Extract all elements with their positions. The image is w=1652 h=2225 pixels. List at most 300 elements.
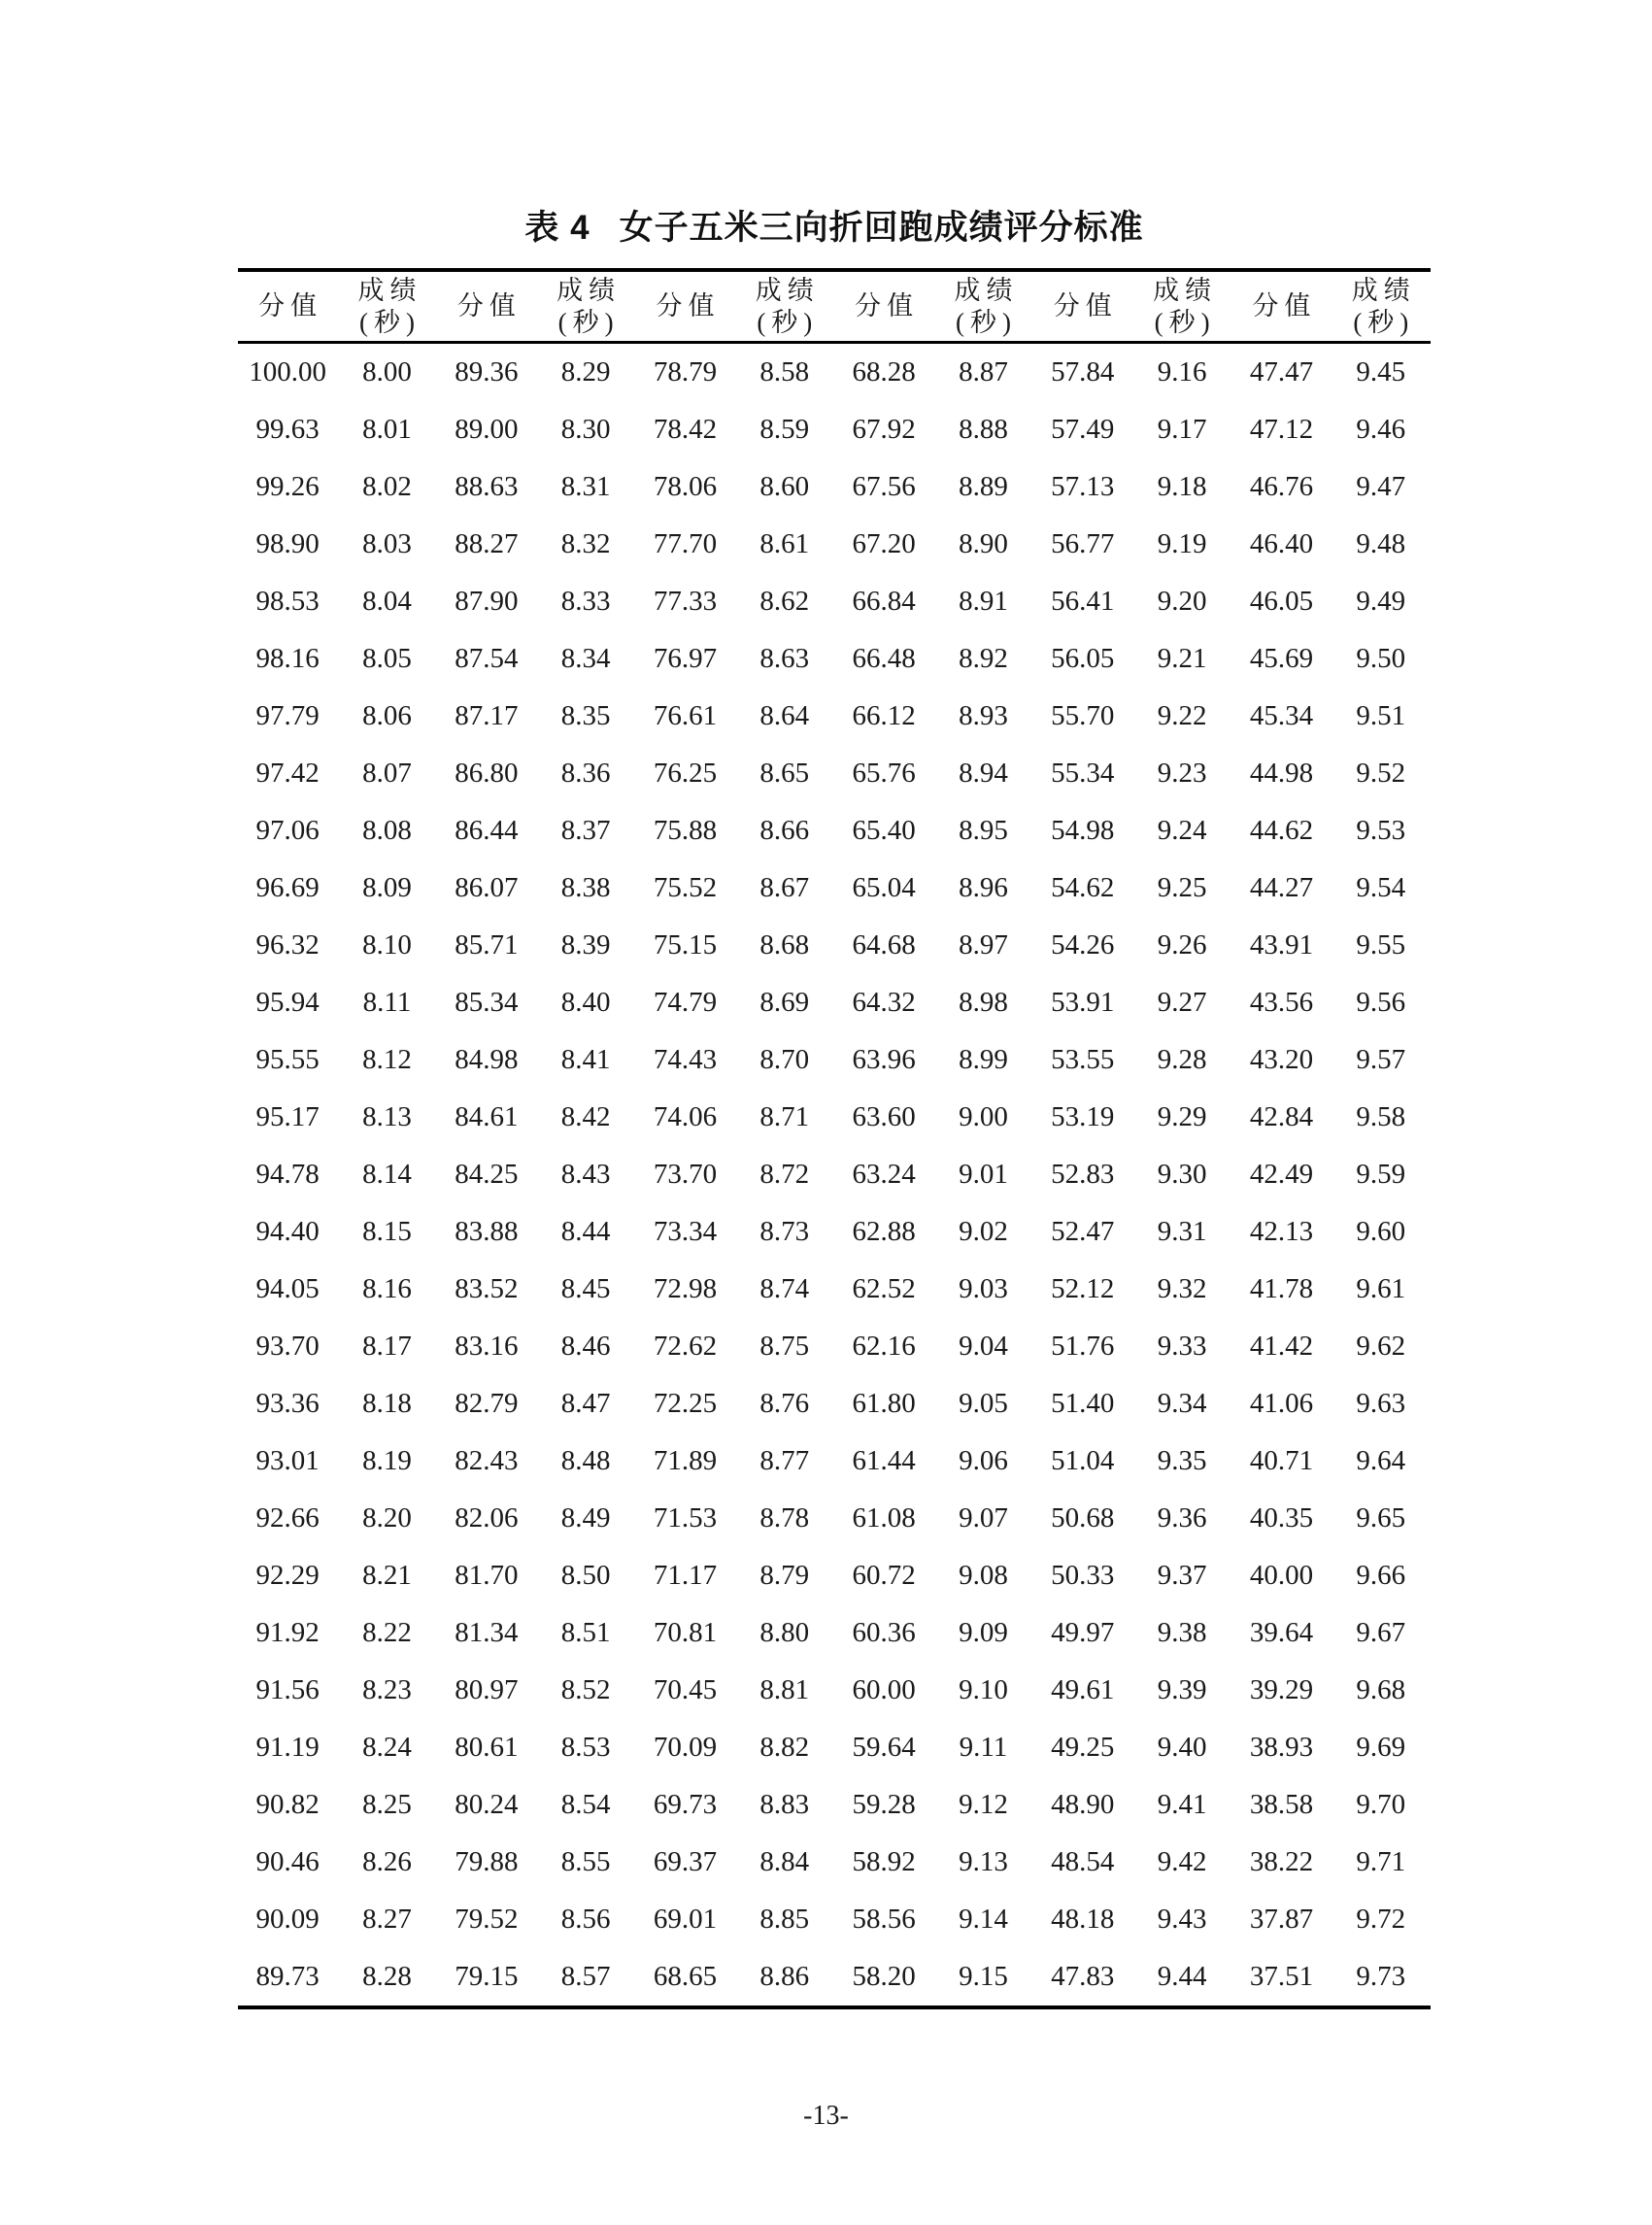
time-cell: 8.16 (362, 1273, 412, 1304)
score-cell: 89.36 (455, 356, 519, 388)
table-row (238, 688, 1431, 745)
score-cell: 71.89 (653, 1445, 718, 1476)
score-cell: 43.20 (1249, 1044, 1314, 1075)
time-cell: 8.21 (362, 1560, 412, 1591)
score-cell: 56.05 (1051, 643, 1115, 674)
time-cell: 9.64 (1356, 1445, 1406, 1476)
score-cell: 86.44 (455, 815, 519, 846)
score-cell: 95.17 (255, 1101, 320, 1132)
score-cell: 56.41 (1051, 586, 1115, 617)
table-row (238, 630, 1431, 688)
score-cell: 48.54 (1051, 1846, 1115, 1877)
time-cell: 9.22 (1157, 700, 1207, 731)
header-cell-score (437, 270, 536, 343)
score-cell: 80.97 (455, 1674, 519, 1705)
score-cell: 83.52 (455, 1273, 519, 1304)
time-cell: 8.03 (362, 528, 412, 559)
table-row (238, 1490, 1431, 1547)
header-label: 成绩 (1351, 275, 1416, 305)
time-cell: 8.91 (959, 586, 1008, 617)
time-cell: 8.13 (362, 1101, 412, 1132)
time-cell: 8.14 (362, 1159, 412, 1190)
score-cell: 67.20 (852, 528, 916, 559)
time-cell: 9.27 (1157, 987, 1207, 1018)
score-cell: 81.34 (455, 1617, 519, 1648)
header-label: 分值 (656, 291, 721, 320)
score-cell: 41.42 (1249, 1331, 1314, 1362)
header-unit: (秒) (757, 307, 819, 337)
score-cell: 96.69 (255, 872, 320, 903)
score-cell: 38.22 (1249, 1846, 1314, 1877)
time-cell: 8.20 (362, 1502, 412, 1534)
score-cell: 53.91 (1051, 987, 1115, 1018)
time-cell: 8.86 (759, 1961, 810, 1992)
score-cell: 89.00 (455, 414, 519, 445)
time-cell: 8.45 (560, 1273, 611, 1304)
score-cell: 93.36 (255, 1388, 320, 1419)
page-number: -13- (803, 2101, 849, 2131)
time-cell: 8.43 (560, 1159, 611, 1190)
score-cell: 40.35 (1249, 1502, 1314, 1534)
score-cell: 69.01 (653, 1904, 718, 1935)
table-row (238, 343, 1431, 402)
table-row (238, 573, 1431, 630)
time-cell: 8.72 (759, 1159, 810, 1190)
time-cell: 8.84 (759, 1846, 810, 1877)
score-cell: 54.98 (1051, 815, 1115, 846)
time-cell: 8.59 (759, 414, 810, 445)
score-cell: 53.19 (1051, 1101, 1115, 1132)
time-cell: 9.36 (1157, 1502, 1207, 1534)
time-cell: 9.33 (1157, 1331, 1207, 1362)
score-cell: 74.79 (653, 987, 718, 1018)
time-cell: 8.54 (560, 1789, 611, 1820)
time-cell: 9.54 (1356, 872, 1406, 903)
table-row (238, 1604, 1431, 1662)
time-cell: 8.74 (759, 1273, 810, 1304)
score-cell: 70.45 (653, 1674, 718, 1705)
time-cell: 9.62 (1356, 1331, 1406, 1362)
score-cell: 87.54 (455, 643, 519, 674)
time-cell: 9.53 (1356, 815, 1406, 846)
score-cell: 75.52 (653, 872, 718, 903)
score-cell: 39.29 (1249, 1674, 1314, 1705)
score-cell: 96.32 (255, 929, 320, 961)
score-cell: 40.71 (1249, 1445, 1314, 1476)
time-cell: 8.39 (560, 929, 611, 961)
table-row (238, 458, 1431, 516)
score-cell: 57.13 (1051, 471, 1115, 502)
score-cell: 71.17 (653, 1560, 718, 1591)
time-cell: 8.41 (560, 1044, 611, 1075)
score-cell: 97.79 (255, 700, 320, 731)
time-cell: 8.50 (560, 1560, 611, 1591)
time-cell: 8.51 (560, 1617, 611, 1648)
header-label: 成绩 (556, 275, 622, 305)
header-label: 成绩 (954, 275, 1019, 305)
score-cell: 81.70 (455, 1560, 519, 1591)
header-cell-score (1033, 270, 1132, 343)
time-cell: 8.78 (759, 1502, 810, 1534)
table-row (238, 1662, 1431, 1719)
time-cell: 9.49 (1356, 586, 1406, 617)
time-cell: 9.16 (1157, 356, 1207, 388)
table-row (238, 1089, 1431, 1146)
time-cell: 8.98 (959, 987, 1008, 1018)
scoring-table (238, 268, 1431, 2009)
score-cell: 93.70 (255, 1331, 320, 1362)
table-head (238, 270, 1431, 343)
header-label: 成绩 (755, 275, 820, 305)
score-cell: 56.77 (1051, 528, 1115, 559)
time-cell: 9.44 (1157, 1961, 1207, 1992)
header-cell-time (536, 270, 635, 343)
table-row (238, 1261, 1431, 1318)
time-cell: 8.88 (959, 414, 1008, 445)
score-cell: 80.24 (455, 1789, 519, 1820)
score-cell: 73.70 (653, 1159, 718, 1190)
score-cell: 55.34 (1051, 758, 1115, 789)
score-cell: 52.47 (1051, 1216, 1115, 1247)
time-cell: 9.42 (1157, 1846, 1207, 1877)
time-cell: 8.25 (362, 1789, 412, 1820)
score-cell: 49.61 (1051, 1674, 1115, 1705)
score-cell: 80.61 (455, 1732, 519, 1763)
time-cell: 8.37 (560, 815, 611, 846)
time-cell: 9.28 (1157, 1044, 1207, 1075)
score-cell: 91.56 (255, 1674, 320, 1705)
time-cell: 9.13 (959, 1846, 1008, 1877)
score-cell: 58.56 (852, 1904, 916, 1935)
time-cell: 8.90 (959, 528, 1008, 559)
score-cell: 67.56 (852, 471, 916, 502)
score-cell: 94.78 (255, 1159, 320, 1190)
score-cell: 67.92 (852, 414, 916, 445)
score-cell: 57.84 (1051, 356, 1115, 388)
score-cell: 63.60 (852, 1101, 916, 1132)
score-cell: 87.90 (455, 586, 519, 617)
time-cell: 9.69 (1356, 1732, 1406, 1763)
time-cell: 9.32 (1157, 1273, 1207, 1304)
time-cell: 8.34 (560, 643, 611, 674)
score-cell: 82.79 (455, 1388, 519, 1419)
time-cell: 9.46 (1356, 414, 1406, 445)
time-cell: 8.95 (959, 815, 1008, 846)
score-cell: 37.87 (1249, 1904, 1314, 1935)
time-cell: 9.08 (959, 1560, 1008, 1591)
score-cell: 79.88 (455, 1846, 519, 1877)
score-cell: 51.04 (1051, 1445, 1115, 1476)
time-cell: 8.62 (759, 586, 810, 617)
score-cell: 54.26 (1051, 929, 1115, 961)
time-cell: 8.69 (759, 987, 810, 1018)
score-cell: 73.34 (653, 1216, 718, 1247)
score-cell: 66.12 (852, 700, 916, 731)
time-cell: 9.68 (1356, 1674, 1406, 1705)
score-cell: 63.96 (852, 1044, 916, 1075)
time-cell: 9.40 (1157, 1732, 1207, 1763)
score-cell: 74.43 (653, 1044, 718, 1075)
score-cell: 60.72 (852, 1560, 916, 1591)
time-cell: 8.33 (560, 586, 611, 617)
table-row (238, 1318, 1431, 1375)
page-content (238, 0, 1431, 2009)
score-cell: 79.15 (455, 1961, 519, 1992)
score-cell: 95.94 (255, 987, 320, 1018)
time-cell: 9.35 (1157, 1445, 1207, 1476)
time-cell: 8.38 (560, 872, 611, 903)
time-cell: 8.82 (759, 1732, 810, 1763)
time-cell: 8.55 (560, 1846, 611, 1877)
time-cell: 9.18 (1157, 471, 1207, 502)
time-cell: 9.04 (959, 1331, 1008, 1362)
score-cell: 94.40 (255, 1216, 320, 1247)
header-cell-time (933, 270, 1032, 343)
header-unit: (秒) (1154, 307, 1216, 337)
time-cell: 8.83 (759, 1789, 810, 1820)
score-cell: 90.82 (255, 1789, 320, 1820)
score-cell: 42.49 (1249, 1159, 1314, 1190)
score-cell: 98.90 (255, 528, 320, 559)
time-cell: 9.31 (1157, 1216, 1207, 1247)
time-cell: 9.26 (1157, 929, 1207, 961)
score-cell: 44.27 (1249, 872, 1314, 903)
score-cell: 60.36 (852, 1617, 916, 1648)
score-cell: 78.06 (653, 471, 718, 502)
table-title-text: 女子五米三向折回跑成绩评分标准 (619, 209, 1144, 247)
time-cell: 9.30 (1157, 1159, 1207, 1190)
score-cell: 60.00 (852, 1674, 916, 1705)
time-cell: 8.06 (362, 700, 412, 731)
header-cell-time (1332, 270, 1431, 343)
score-cell: 75.88 (653, 815, 718, 846)
time-cell: 8.76 (759, 1388, 810, 1419)
score-cell: 62.52 (852, 1273, 916, 1304)
score-cell: 97.42 (255, 758, 320, 789)
time-cell: 9.38 (1157, 1617, 1207, 1648)
time-cell: 9.72 (1356, 1904, 1406, 1935)
header-label: 成绩 (357, 275, 422, 305)
score-cell: 75.15 (653, 929, 718, 961)
score-cell: 46.05 (1249, 586, 1314, 617)
score-cell: 98.16 (255, 643, 320, 674)
score-cell: 48.90 (1051, 1789, 1115, 1820)
score-cell: 46.76 (1249, 471, 1314, 502)
header-cell-time (337, 270, 436, 343)
time-cell: 9.58 (1356, 1101, 1406, 1132)
score-cell: 48.18 (1051, 1904, 1115, 1935)
time-cell: 9.70 (1356, 1789, 1406, 1820)
score-cell: 62.88 (852, 1216, 916, 1247)
score-cell: 65.04 (852, 872, 916, 903)
time-cell: 8.42 (560, 1101, 611, 1132)
score-cell: 88.63 (455, 471, 519, 502)
header-unit: (秒) (1353, 307, 1415, 337)
score-cell: 50.68 (1051, 1502, 1115, 1534)
header-label: 分值 (456, 291, 522, 320)
score-cell: 46.40 (1249, 528, 1314, 559)
time-cell: 9.59 (1356, 1159, 1406, 1190)
time-cell: 8.75 (759, 1331, 810, 1362)
time-cell: 8.18 (362, 1388, 412, 1419)
table-row (238, 1203, 1431, 1261)
table-row (238, 1547, 1431, 1604)
time-cell: 9.21 (1157, 643, 1207, 674)
time-cell: 8.71 (759, 1101, 810, 1132)
time-cell: 8.67 (759, 872, 810, 903)
score-cell: 83.16 (455, 1331, 519, 1362)
time-cell: 8.36 (560, 758, 611, 789)
score-cell: 41.78 (1249, 1273, 1314, 1304)
time-cell: 8.73 (759, 1216, 810, 1247)
table-row (238, 1776, 1431, 1834)
score-cell: 53.55 (1051, 1044, 1115, 1075)
score-cell: 77.33 (653, 586, 718, 617)
score-cell: 55.70 (1051, 700, 1115, 731)
time-cell: 8.31 (560, 471, 611, 502)
time-cell: 8.15 (362, 1216, 412, 1247)
time-cell: 9.25 (1157, 872, 1207, 903)
header-cell-score (834, 270, 933, 343)
time-cell: 8.09 (362, 872, 412, 903)
time-cell: 8.79 (759, 1560, 810, 1591)
time-cell: 9.56 (1356, 987, 1406, 1018)
time-cell: 8.48 (560, 1445, 611, 1476)
score-cell: 92.66 (255, 1502, 320, 1534)
score-cell: 90.46 (255, 1846, 320, 1877)
score-cell: 61.44 (852, 1445, 916, 1476)
table-row (238, 1375, 1431, 1433)
score-cell: 61.80 (852, 1388, 916, 1419)
table-row (238, 1031, 1431, 1089)
score-cell: 74.06 (653, 1101, 718, 1132)
time-cell: 9.48 (1356, 528, 1406, 559)
score-cell: 49.25 (1051, 1732, 1115, 1763)
time-cell: 9.43 (1157, 1904, 1207, 1935)
score-cell: 84.61 (455, 1101, 519, 1132)
time-cell: 9.20 (1157, 586, 1207, 617)
time-cell: 9.17 (1157, 414, 1207, 445)
score-cell: 47.83 (1051, 1961, 1115, 1992)
score-cell: 84.98 (455, 1044, 519, 1075)
score-cell: 70.09 (653, 1732, 718, 1763)
score-cell: 43.91 (1249, 929, 1314, 961)
time-cell: 8.10 (362, 929, 412, 961)
time-cell: 9.02 (959, 1216, 1008, 1247)
score-cell: 93.01 (255, 1445, 320, 1476)
time-cell: 9.06 (959, 1445, 1008, 1476)
score-cell: 85.34 (455, 987, 519, 1018)
time-cell: 9.09 (959, 1617, 1008, 1648)
score-cell: 91.92 (255, 1617, 320, 1648)
score-cell: 50.33 (1051, 1560, 1115, 1591)
time-cell: 9.73 (1356, 1961, 1406, 1992)
score-cell: 78.42 (653, 414, 718, 445)
header-label: 分值 (855, 291, 920, 320)
score-cell: 41.06 (1249, 1388, 1314, 1419)
score-cell: 76.97 (653, 643, 718, 674)
time-cell: 8.94 (959, 758, 1008, 789)
time-cell: 8.00 (362, 356, 412, 388)
time-cell: 8.89 (959, 471, 1008, 502)
table-title (238, 0, 1431, 250)
header-cell-time (1132, 270, 1231, 343)
time-cell: 8.80 (759, 1617, 810, 1648)
score-cell: 77.70 (653, 528, 718, 559)
time-cell: 8.35 (560, 700, 611, 731)
time-cell: 8.24 (362, 1732, 412, 1763)
score-cell: 72.62 (653, 1331, 718, 1362)
score-cell: 76.25 (653, 758, 718, 789)
time-cell: 8.07 (362, 758, 412, 789)
table-row (238, 745, 1431, 802)
score-cell: 59.28 (852, 1789, 916, 1820)
time-cell: 8.68 (759, 929, 810, 961)
table-row (238, 974, 1431, 1031)
time-cell: 8.40 (560, 987, 611, 1018)
time-cell: 9.07 (959, 1502, 1008, 1534)
score-cell: 58.92 (852, 1846, 916, 1877)
time-cell: 9.52 (1356, 758, 1406, 789)
score-cell: 42.13 (1249, 1216, 1314, 1247)
score-cell: 68.28 (852, 356, 916, 388)
time-cell: 8.63 (759, 643, 810, 674)
score-cell: 45.34 (1249, 700, 1314, 731)
time-cell: 8.44 (560, 1216, 611, 1247)
time-cell: 9.12 (959, 1789, 1008, 1820)
time-cell: 9.61 (1356, 1273, 1406, 1304)
header-unit: (秒) (359, 307, 421, 337)
time-cell: 8.11 (362, 987, 412, 1018)
time-cell: 8.46 (560, 1331, 611, 1362)
score-cell: 91.19 (255, 1732, 320, 1763)
time-cell: 8.02 (362, 471, 412, 502)
score-cell: 94.05 (255, 1273, 320, 1304)
time-cell: 8.81 (759, 1674, 810, 1705)
time-cell: 9.57 (1356, 1044, 1406, 1075)
time-cell: 8.70 (759, 1044, 810, 1075)
score-cell: 86.07 (455, 872, 519, 903)
score-cell: 89.73 (255, 1961, 320, 1992)
time-cell: 8.56 (560, 1904, 611, 1935)
score-cell: 40.00 (1249, 1560, 1314, 1591)
score-cell: 61.08 (852, 1502, 916, 1534)
time-cell: 8.85 (759, 1904, 810, 1935)
time-cell: 8.65 (759, 758, 810, 789)
header-cell-score (635, 270, 734, 343)
score-cell: 99.63 (255, 414, 320, 445)
header-cell-score (238, 270, 337, 343)
score-cell: 63.24 (852, 1159, 916, 1190)
time-cell: 9.63 (1356, 1388, 1406, 1419)
table-row (238, 1719, 1431, 1776)
score-cell: 57.49 (1051, 414, 1115, 445)
time-cell: 8.26 (362, 1846, 412, 1877)
time-cell: 8.99 (959, 1044, 1008, 1075)
score-cell: 98.53 (255, 586, 320, 617)
score-cell: 99.26 (255, 471, 320, 502)
time-cell: 8.97 (959, 929, 1008, 961)
time-cell: 8.60 (759, 471, 810, 502)
table-title-index: 表 4 (524, 209, 590, 247)
score-cell: 87.17 (455, 700, 519, 731)
table-row (238, 1891, 1431, 1948)
table-row (238, 917, 1431, 974)
time-cell: 8.53 (560, 1732, 611, 1763)
score-cell: 84.25 (455, 1159, 519, 1190)
header-label: 分值 (258, 291, 323, 320)
table-row (238, 1146, 1431, 1203)
